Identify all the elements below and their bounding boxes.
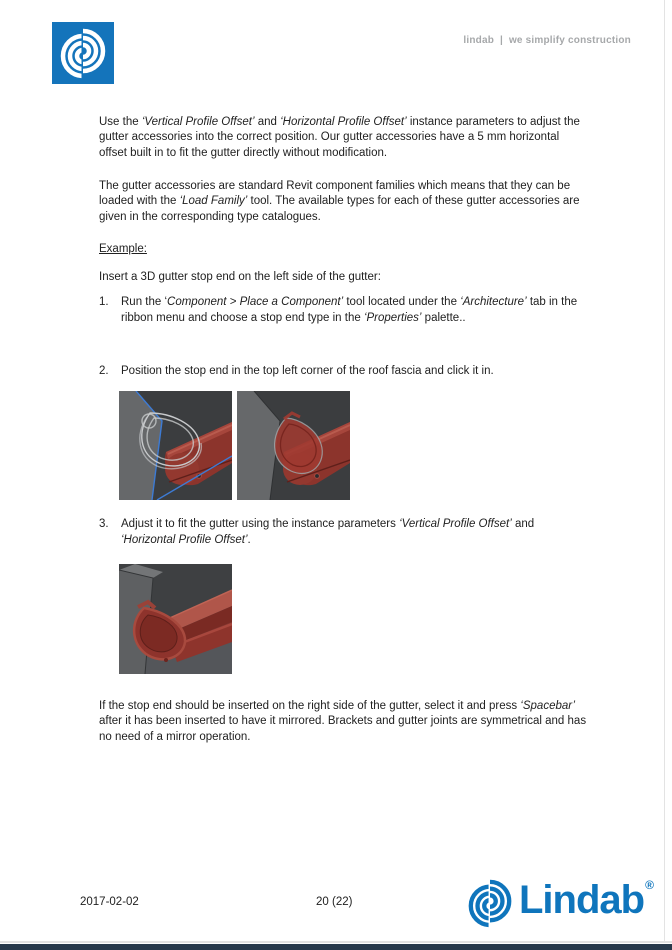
text-run: palette.. bbox=[421, 311, 466, 324]
registered-trademark-icon: ® bbox=[645, 878, 654, 892]
palette-properties: ‘Properties’ bbox=[363, 311, 422, 324]
revit-3d-render-2 bbox=[237, 391, 350, 500]
tool-place-component: Component > Place a Component’ bbox=[167, 296, 344, 308]
step-1 bbox=[99, 295, 590, 326]
text-run: If the stop end should be inserted on the right side of the gutter, select it and press bbox=[99, 699, 521, 712]
page-right-edge bbox=[664, 0, 665, 942]
paragraph-offset-parameters bbox=[99, 115, 590, 162]
text-run: tool. The available types for each of these gutter accessories are given in the corresponding type catalogues. bbox=[99, 195, 580, 223]
render-place-stopend-wireframe bbox=[119, 391, 232, 500]
param-horizontal-profile-offset: ‘Horizontal Profile Offset’ bbox=[121, 533, 248, 546]
text-run: . bbox=[247, 533, 251, 546]
footer-hairline bbox=[0, 941, 672, 943]
param-vertical-profile-offset: ‘Vertical Profile Offset’ bbox=[399, 518, 512, 530]
revit-3d-render-3 bbox=[119, 564, 232, 674]
step-2 bbox=[99, 364, 590, 380]
step-3-text bbox=[121, 517, 590, 548]
paragraph-load-family bbox=[99, 179, 590, 226]
text-run: instance parameters to adjust the gutter accessories into the correct position. Our gutter accessories have a 5 mm horizontal offset built in to fit the gutter directly without modification. bbox=[99, 115, 580, 159]
text-run: and bbox=[254, 115, 281, 128]
intro-line: Insert a 3D gutter stop end on the left side of the gutter: bbox=[99, 270, 381, 283]
footer-date: 2017-02-02 bbox=[80, 896, 139, 908]
footer-page-number: 20 (22) bbox=[316, 896, 353, 908]
text-run: tab in the ribbon menu and choose a stop end type in the bbox=[121, 296, 578, 324]
text-run: Run the ‘ bbox=[121, 296, 168, 308]
example-heading bbox=[99, 242, 590, 258]
render-stopend-adjusted bbox=[119, 564, 232, 674]
text-run: after it has been inserted to have it mirrored. Brackets and gutter joints are symmetrical and has no need of a mirror operation. bbox=[99, 715, 587, 743]
text-run: The gutter accessories are standard Revit component families which means that they can be loaded with the bbox=[99, 179, 571, 208]
footer-lindab-logo bbox=[466, 874, 654, 928]
footer-brand-wordmark: Lindab bbox=[519, 878, 645, 922]
paragraph-mirror-note bbox=[99, 699, 590, 746]
text-run: and bbox=[511, 518, 535, 530]
text-run: tool located under the bbox=[343, 296, 461, 308]
step-1-number: 1. bbox=[99, 296, 109, 308]
revit-3d-render-1 bbox=[119, 391, 232, 500]
step-3-number: 3. bbox=[99, 518, 109, 530]
example-label: Example: bbox=[99, 242, 147, 255]
lindab-logo-square bbox=[52, 22, 114, 84]
key-spacebar: ‘Spacebar’ bbox=[520, 699, 576, 712]
tab-architecture: ‘Architecture’ bbox=[460, 296, 527, 308]
render-stopend-inserted bbox=[237, 391, 350, 500]
lindab-rings-icon bbox=[58, 27, 108, 79]
step-1-text bbox=[121, 295, 590, 326]
step-3 bbox=[99, 517, 590, 548]
param-horizontal-profile-offset: ‘Horizontal Profile Offset’ bbox=[280, 115, 407, 128]
text-run: Use the bbox=[99, 115, 142, 128]
param-vertical-profile-offset: ‘Vertical Profile Offset’ bbox=[141, 115, 255, 128]
tool-load-family: ‘Load Family’ bbox=[179, 195, 248, 208]
bottom-navy-bar bbox=[0, 944, 672, 950]
step-2-number: 2. bbox=[99, 365, 109, 377]
text-run: Adjust it to fit the gutter using the instance parameters bbox=[121, 518, 400, 530]
lindab-rings-icon bbox=[466, 878, 514, 928]
header-tagline: lindab | we simplify construction bbox=[463, 35, 631, 46]
step-2-text: Position the stop end in the top left corner of the roof fascia and click it in. bbox=[121, 365, 494, 377]
